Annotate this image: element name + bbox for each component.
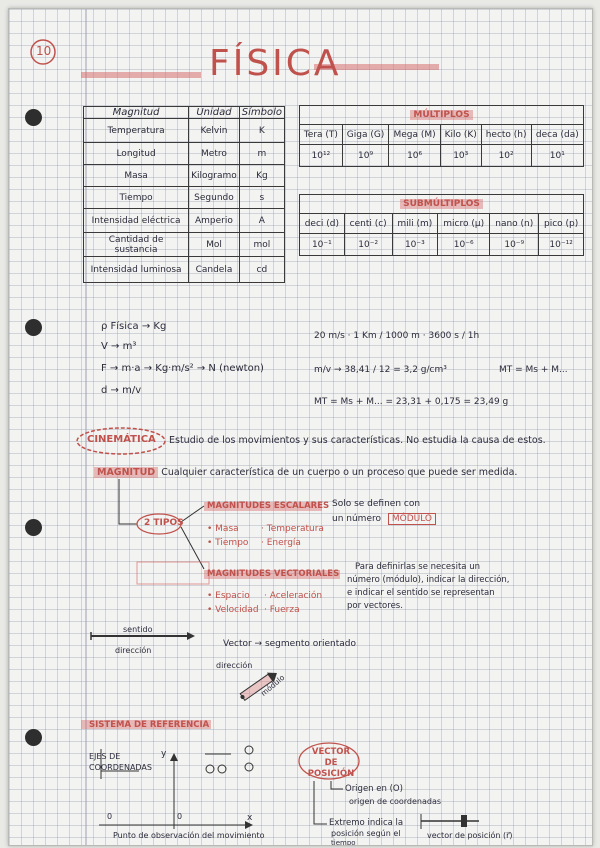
header-magnitud: Magnitud xyxy=(84,107,189,119)
cell: 10⁻³ xyxy=(392,234,437,256)
tipos-arrow xyxy=(119,479,137,524)
cell: Masa xyxy=(84,165,189,187)
cell: 10⁻² xyxy=(344,234,392,256)
page-number: 10 xyxy=(36,44,52,58)
modulo-box: MÓDULO xyxy=(388,513,436,525)
extremo-label-2: posición según el xyxy=(331,829,401,838)
sistema-caption: Punto de observación del movimiento xyxy=(113,831,265,840)
cell: Tiempo xyxy=(84,187,189,209)
cell: micro (µ) xyxy=(438,214,490,234)
cell: Kilo (K) xyxy=(440,125,481,145)
cell: Amperio xyxy=(189,209,240,233)
submultiplos-table xyxy=(299,194,584,256)
cell: Longitud xyxy=(84,143,189,165)
escalares-label: MAGNITUDES ESCALARES xyxy=(207,501,330,511)
cell: 10² xyxy=(481,145,531,167)
vectorial-item-text: Velocidad xyxy=(215,605,259,615)
escalar-item: · Energía xyxy=(261,538,301,548)
cell: 10¹ xyxy=(531,145,583,167)
cell: Giga (G) xyxy=(342,125,389,145)
cell: cd xyxy=(239,257,284,283)
faint-box xyxy=(137,562,209,584)
cell: mol xyxy=(239,233,284,257)
vectoriales-label: MAGNITUDES VECTORIALES xyxy=(207,569,340,579)
origin-label-a: 0 xyxy=(107,812,113,821)
cell: Mega (M) xyxy=(389,125,441,145)
magnitudes-table xyxy=(83,106,285,283)
cell: K xyxy=(239,119,284,143)
cell: 10⁻⁹ xyxy=(490,234,539,256)
cinematica-label: CINEMÁTICA xyxy=(87,434,156,445)
formula-line: V → m³ xyxy=(101,341,137,352)
multiplos-header-row xyxy=(300,125,584,145)
vector-posicion-caption: vector de posición (r⃗) xyxy=(427,831,513,840)
ejes-label: EJES DE COORDENADAS xyxy=(89,752,152,772)
header-unidad: Unidad xyxy=(189,107,240,119)
submultiplos-title-cell xyxy=(300,195,584,214)
vectoriales-note: e indicar el sentido se representan xyxy=(347,588,495,598)
escalares-note-b-text: un número xyxy=(332,514,381,524)
formula-line: F → m·a → Kg·m/s² → N (newton) xyxy=(101,363,264,374)
extremo-label-3: tiempo xyxy=(331,839,356,846)
title-bar-left xyxy=(81,72,201,78)
vector-definition: Vector → segmento orientado xyxy=(223,639,356,649)
submultiplos-title: SUBMÚLTIPLOS xyxy=(400,199,483,209)
vectorial-item: • Espacio xyxy=(207,591,250,601)
vectorial-item-text: Fuerza xyxy=(269,605,300,615)
table-row xyxy=(84,209,285,233)
cell: A xyxy=(239,209,284,233)
escalar-item-text: Tiempo xyxy=(215,538,249,548)
vector-posicion-label: VECTOR DE POSICIÓN xyxy=(307,747,355,779)
escalar-item-text: Masa xyxy=(215,524,239,534)
vectorial-item: · Fuerza xyxy=(264,605,300,615)
escalar-item: · Temperatura xyxy=(261,524,324,534)
submultiplos-header-row xyxy=(300,214,584,234)
conversion-formula: 20 m/s · 1 Km / 1000 m · 3600 s / 1h xyxy=(314,331,480,341)
cell: Candela xyxy=(189,257,240,283)
extremo-label: Extremo indica la xyxy=(329,818,404,828)
escalar-item-text: Energía xyxy=(266,538,301,548)
branch-down xyxy=(181,527,204,569)
cell: pico (p) xyxy=(539,214,584,234)
cell: Intensidad eléctrica xyxy=(84,209,189,233)
vectoriales-note: número (módulo), indicar la dirección, xyxy=(347,575,510,585)
vector-modulo-label: módulo xyxy=(259,672,287,698)
vectoriales-note: por vectores. xyxy=(347,601,403,611)
header-simbolo: Símbolo xyxy=(239,107,284,119)
branch-up xyxy=(181,506,204,522)
multiplos-value-row xyxy=(300,145,584,167)
cell: Intensidad luminosa xyxy=(84,257,189,283)
density-formula: m/v → 38,41 / 12 = 3,2 g/cm³ xyxy=(314,365,447,375)
formula-line: d → m/v xyxy=(101,385,142,396)
multiplos-title: MÚLTIPLOS xyxy=(410,110,472,120)
escalar-item-text: Temperatura xyxy=(266,524,324,534)
cell: Kg xyxy=(239,165,284,187)
table-row xyxy=(84,143,285,165)
x-axis-label: x xyxy=(247,813,253,823)
magnitud-label: MAGNITUD xyxy=(94,467,158,478)
cell: hecto (h) xyxy=(481,125,531,145)
cinematica-definition: Estudio de los movimientos y sus características. No estudia la causa de estos. xyxy=(169,435,546,446)
tipos-label: 2 TIPOS xyxy=(144,518,184,528)
escalar-item: • Masa xyxy=(207,524,239,534)
multiplos-title-cell xyxy=(300,106,584,125)
cell: 10³ xyxy=(440,145,481,167)
table-row xyxy=(84,233,285,257)
escalar-item: • Tiempo xyxy=(207,538,249,548)
vector-dir-label: dirección xyxy=(216,661,253,670)
multiplos-table xyxy=(299,105,584,167)
cell: 10¹² xyxy=(300,145,343,167)
cell: Tera (T) xyxy=(300,125,343,145)
cell: s xyxy=(239,187,284,209)
vectorial-item: • Velocidad xyxy=(207,605,259,615)
cell: 10⁶ xyxy=(389,145,441,167)
cell: Kilogramo xyxy=(189,165,240,187)
vectorial-item-text: Espacio xyxy=(215,591,250,601)
cell: Mol xyxy=(189,233,240,257)
cell: nano (n) xyxy=(490,214,539,234)
mt-total-formula: MT = Ms + M... = 23,31 + 0,175 = 23,49 g xyxy=(314,397,509,407)
cell: Cantidad de sustancia xyxy=(84,233,189,257)
table-header-row xyxy=(84,107,285,119)
page-title: FÍSICA xyxy=(209,43,342,84)
cell: deca (da) xyxy=(531,125,583,145)
cell: m xyxy=(239,143,284,165)
escalares-note-b xyxy=(332,514,436,524)
direccion-label: dirección xyxy=(115,646,152,655)
escalares-note-a: Solo se definen con xyxy=(332,499,421,509)
cell: Temperatura xyxy=(84,119,189,143)
vectoriales-note: Para definirlas se necesita un xyxy=(355,562,480,572)
y-axis-label: y xyxy=(161,749,167,759)
cell: deci (d) xyxy=(300,214,345,234)
mt-formula: MT = Ms + M... xyxy=(499,365,568,375)
cell: 10⁹ xyxy=(342,145,389,167)
cell: 10⁻¹ xyxy=(300,234,345,256)
submultiplos-value-row xyxy=(300,234,584,256)
origen-sub-label: origen de coordenadas xyxy=(349,797,442,806)
table-row xyxy=(84,165,285,187)
cell: 10⁻¹² xyxy=(539,234,584,256)
cell: 10⁻⁶ xyxy=(438,234,490,256)
table-row xyxy=(84,119,285,143)
cell: centi (c) xyxy=(344,214,392,234)
cell: Metro xyxy=(189,143,240,165)
magnitud-line xyxy=(94,467,517,478)
sistema-label: SISTEMA DE REFERENCIA xyxy=(89,720,210,730)
origin-label-b: 0 xyxy=(177,812,183,821)
vectorial-item: · Aceleración xyxy=(264,591,323,601)
cell: Kelvin xyxy=(189,119,240,143)
sentido-label: sentido xyxy=(123,625,153,634)
vectorial-item-text: Aceleración xyxy=(269,591,323,601)
cell: mili (m) xyxy=(392,214,437,234)
cell: Segundo xyxy=(189,187,240,209)
table-row xyxy=(84,257,285,283)
formula-line: ρ Física → Kg xyxy=(101,321,167,332)
notebook-page xyxy=(8,8,593,846)
table-row xyxy=(84,187,285,209)
origen-label: Origen en (O) xyxy=(345,784,403,794)
magnitud-definition: Cualquier característica de un cuerpo o un proceso que puede ser medida. xyxy=(161,467,518,478)
